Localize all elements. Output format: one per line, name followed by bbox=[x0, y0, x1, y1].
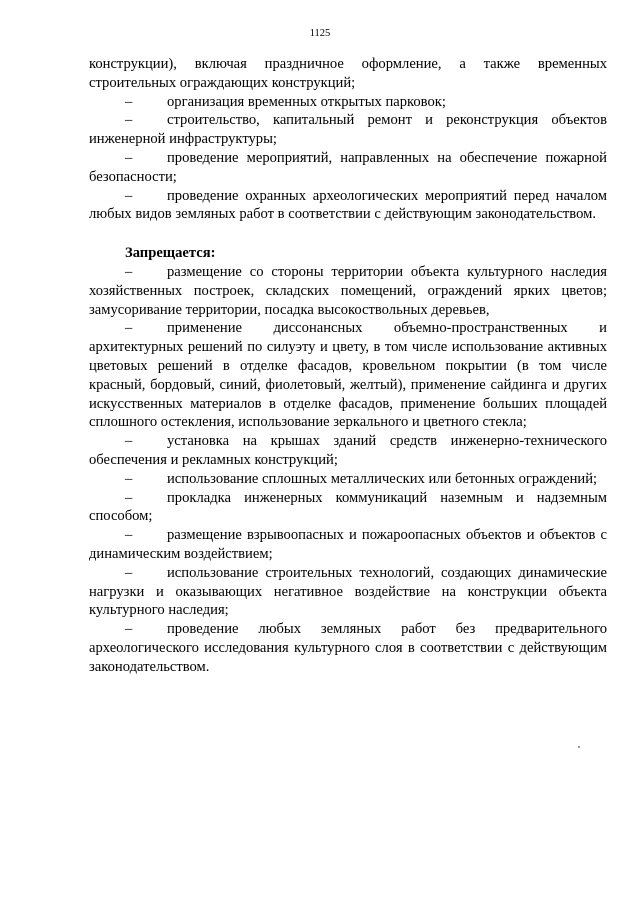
list-item-text: установка на крышах зданий средств инженерно-технического обеспечения и рекламных конструкций; bbox=[89, 433, 607, 468]
list-item bbox=[89, 319, 607, 432]
list-item bbox=[89, 187, 607, 225]
list-item-text: прокладка инженерных коммуникаций наземным и надземным способом; bbox=[89, 489, 607, 525]
list-item bbox=[89, 620, 607, 676]
list-item bbox=[89, 149, 607, 187]
dash-marker: – bbox=[125, 621, 133, 638]
dash-marker: – bbox=[125, 489, 133, 506]
list-item-text: организация временных открытых парковок; bbox=[167, 93, 446, 110]
dash-marker: – bbox=[125, 470, 133, 487]
list-item-text: проведение мероприятий, направленных на обеспечение пожарной безопасности; bbox=[89, 149, 607, 185]
list-item-text: размещение со стороны территории объекта культурного наследия хозяйственных построек, складских помещений, ограждений ярких цветов; замусоривание территории, посадка высокоствольных деревьев, bbox=[89, 263, 607, 318]
list-item-text: размещение взрывоопасных и пожароопасных объектов и объектов с динамическим воздействием; bbox=[89, 527, 607, 562]
scan-speck bbox=[578, 746, 580, 748]
dash-marker: – bbox=[125, 263, 133, 280]
list-item bbox=[89, 111, 607, 149]
section-heading: Запрещается: bbox=[125, 245, 216, 262]
dash-marker: – bbox=[125, 433, 133, 450]
list-item bbox=[89, 470, 607, 489]
continuation-paragraph: конструкции), включая праздничное оформление, а также временных строительных ограждающих конструкций; bbox=[89, 56, 607, 91]
list-item bbox=[89, 432, 607, 470]
dash-marker: – bbox=[125, 149, 133, 166]
list-item bbox=[89, 489, 607, 527]
dash-marker: – bbox=[125, 187, 133, 204]
dash-marker: – bbox=[125, 564, 133, 581]
dash-marker: – bbox=[125, 527, 133, 544]
list-item bbox=[89, 93, 607, 112]
page-number: 1125 bbox=[309, 28, 331, 39]
list-item bbox=[89, 263, 607, 319]
list-item-text: применение диссонансных объемно-пространственных и архитектурных решений по силуэту и цвету, в том числе использование активных цветовых решений в отделке фасадов, кровельном покрытии (в том числе красный, бордовый, синий, фиолетовый, желтый), применение сайдинга и других искусственных материалов в отделке фасадов, применение больших площадей сплошного остекления, использование зеркального и цветного стекла; bbox=[89, 320, 607, 431]
document-body bbox=[89, 55, 607, 677]
list-item bbox=[89, 526, 607, 564]
list-item bbox=[89, 564, 607, 620]
dash-marker: – bbox=[125, 93, 133, 110]
dash-marker: – bbox=[125, 320, 133, 337]
list-item-text: использование строительных технологий, создающих динамические нагрузки и оказывающих негативное воздействие на конструкции объекта культурного наследия; bbox=[89, 564, 607, 619]
list-item-text: использование сплошных металлических или бетонных ограждений; bbox=[167, 470, 598, 487]
dash-marker: – bbox=[125, 112, 133, 129]
list-item-text: проведение охранных археологических мероприятий перед началом любых видов земляных работ в соответствии с действующим законодательством. bbox=[89, 187, 607, 223]
list-item-text: строительство, капитальный ремонт и реконструкция объектов инженерной инфраструктуры; bbox=[89, 112, 607, 148]
list-item-text: проведение любых земляных работ без предварительного археологического исследования культурного слоя в соответствии с действующим законодательством. bbox=[89, 621, 607, 675]
